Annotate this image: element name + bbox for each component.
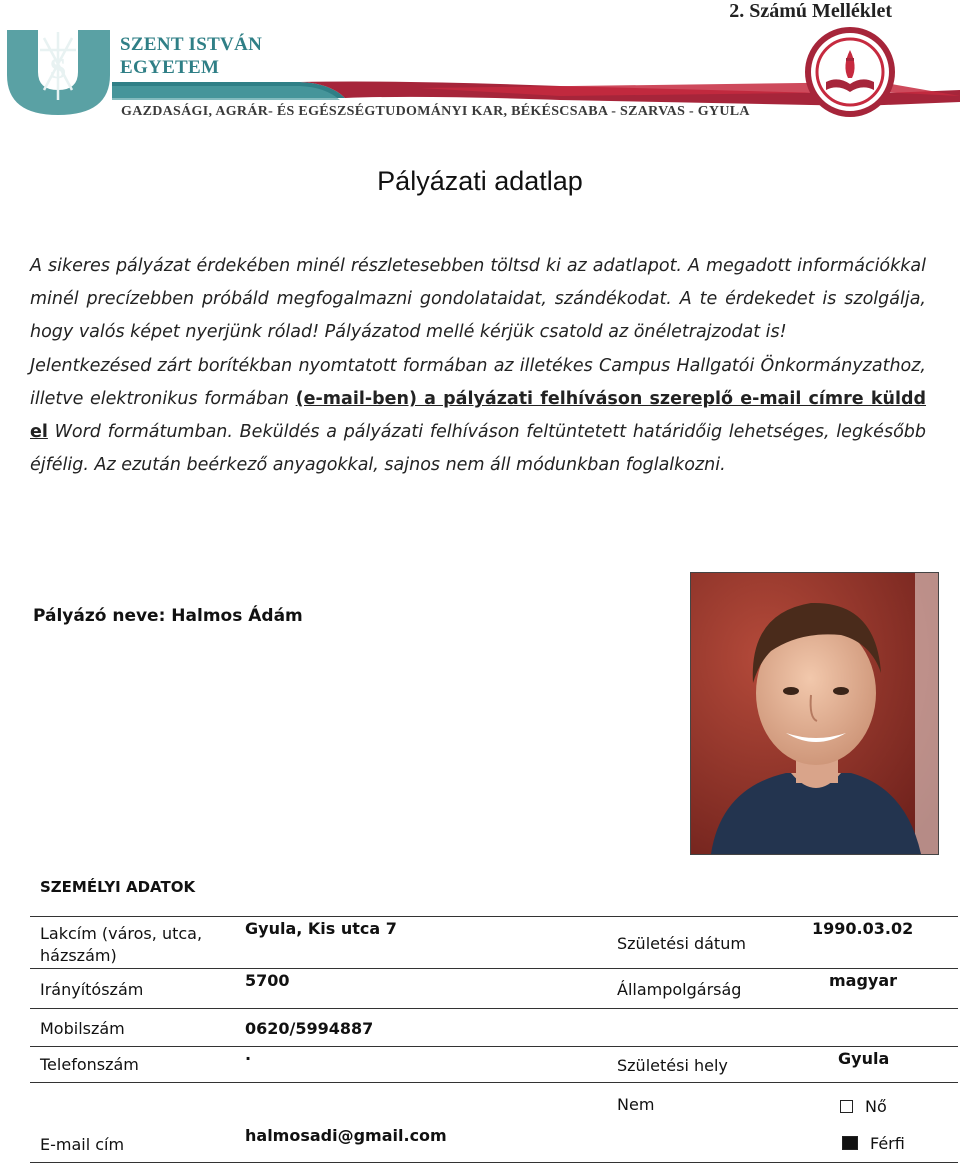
checkbox-female-icon[interactable] [840,1100,853,1113]
university-name-line2: EGYETEM [120,57,220,78]
intro-text [30,250,926,482]
table-line [30,1082,958,1083]
annex-label: 2. Számú Melléklet [729,0,892,22]
intro-paragraph-2 [30,350,926,483]
gender-label: Nem [617,1095,655,1114]
portrait-image [691,573,938,854]
page-title: Pályázati adatlap [377,166,583,196]
table-line [30,1046,958,1047]
letterhead [0,20,960,125]
svg-text:S: S [49,52,67,85]
table-line [30,968,958,969]
address-value: Gyula, Kis utca 7 [245,919,397,938]
intro-email-instruction: (e-mail-ben) a pályázati felhíváson szereplő e-mail címre küldd el [30,388,927,443]
birthplace-value: Gyula [838,1049,890,1068]
zip-value: 5700 [245,971,290,990]
zip-label: Irányítószám [40,980,144,999]
checkbox-male-checked-icon[interactable] [842,1136,858,1150]
birth-date-value: 1990.03.02 [812,919,914,938]
intro-paragraph-2-end: Word formátumban. Beküldés a pályázati felhíváson feltüntetett határidőig lehetséges, legkésőbb éjfélig. Az ezután beérkező anyagokkal, sajnos nem áll módunkban foglalkozni. [30,422,926,476]
gender-option-male[interactable] [842,1133,905,1155]
gender-male-label: Férfi [870,1134,905,1153]
gender-option-female[interactable] [840,1096,887,1118]
university-name [120,33,262,79]
section-title-personal-data: SZEMÉLYI ADATOK [40,878,196,896]
gender-female-label: Nő [865,1097,887,1116]
phone-label: Telefonszám [40,1055,139,1074]
table-line [30,916,958,917]
citizenship-value: magyar [829,971,898,990]
intro-paragraph-1: A sikeres pályázat érdekében minél részletesebben töltsd ki az adatlapot. A megadott információkkal minél precízebben próbáld megfogalmazni gondolataidat, szándékodat. A te érdekedet is szolgálja, hogy valós képet nyerjünk rólad! Pályázatod mellé kérjük csatold az önéletrajzodat is! [30,256,926,343]
email-label: E-mail cím [40,1135,125,1154]
address-label: Lakcím (város, utca, házszám) [40,924,203,965]
mobile-label: Mobilszám [40,1019,125,1038]
birthplace-label: Születési hely [617,1056,728,1075]
mobile-value: 0620/5994887 [245,1019,374,1038]
intro-paragraph-2-start: Jelentkezésed zárt borítékban nyomtatott formában az illetékes Campus Hallgatói Önkormányzathoz, illetve elektronikus formában [30,355,926,409]
applicant-photo [690,572,939,855]
university-name-line1: SZENT ISTVÁN [120,34,263,55]
table-line [30,1008,958,1009]
citizenship-label: Állampolgárság [617,980,742,999]
table-line [30,1162,958,1163]
faculty-name: GAZDASÁGI, AGRÁR- ÉS EGÉSZSÉGTUDOMÁNYI KAR, BÉKÉSCSABA - SZARVAS - GYULA [121,104,750,119]
applicant-name: Pályázó neve: Halmos Ádám [33,606,303,626]
birth-date-label: Születési dátum [617,934,746,953]
phone-value: . [245,1045,252,1064]
email-value: halmosadi@gmail.com [245,1126,447,1145]
